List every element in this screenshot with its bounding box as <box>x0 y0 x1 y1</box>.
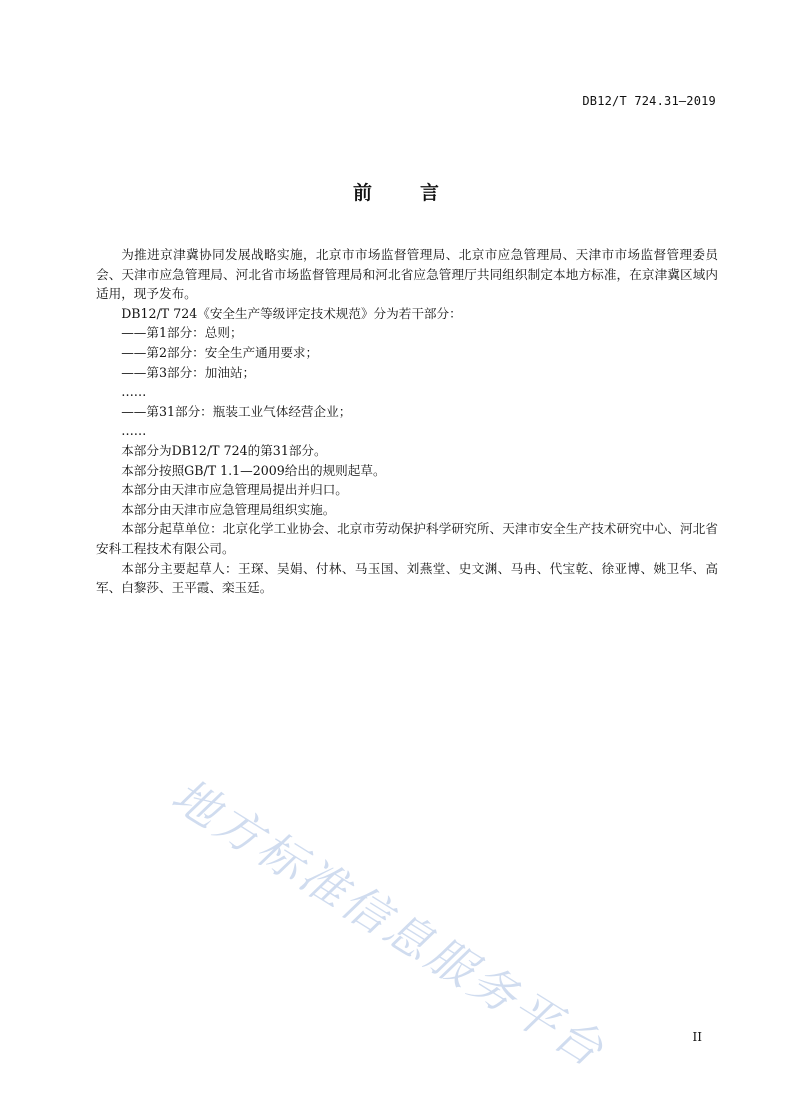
paragraph-proposer: 本部分由天津市应急管理局提出并归口。 <box>121 482 348 498</box>
list-ellipsis: …… <box>121 384 147 400</box>
list-item-part-31: ——第31部分：瓶装工业气体经营企业； <box>121 403 352 419</box>
paragraph-part-number: 本部分为DB12/T 724的第31部分。 <box>121 442 327 458</box>
list-item-part-2: ——第2部分：安全生产通用要求； <box>121 344 319 360</box>
list-item-part-1: ——第1部分：总则； <box>121 325 243 341</box>
paragraph-drafting-units: 本部分起草单位：北京化学工业协会、北京市劳动保护科学研究所、天津市安全生产技术研究中心、河北省安科工程技术有限公司。 <box>96 521 718 556</box>
paragraph-parts-intro: DB12/T 724《安全生产等级评定技术规范》分为若干部分： <box>121 305 462 321</box>
page-number: II <box>692 1030 702 1044</box>
list-item-part-3: ——第3部分：加油站； <box>121 364 256 380</box>
preface-body <box>96 245 718 598</box>
paragraph-drafters: 本部分主要起草人：王琛、吴娟、付林、马玉国、刘燕堂、史文渊、马冉、代宝乾、徐亚博、姚卫华、高军、白黎莎、王平霞、栾玉廷。 <box>96 560 718 596</box>
paragraph-drafting-rules: 本部分按照GB/T 1.1—2009给出的规则起草。 <box>121 462 386 478</box>
list-ellipsis: …… <box>121 423 147 439</box>
watermark: 地方标准信息服务平台 <box>162 767 616 1079</box>
document-code: DB12/T 724.31—2019 <box>582 94 716 108</box>
paragraph-implementer: 本部分由天津市应急管理局组织实施。 <box>121 501 336 517</box>
section-heading: 前言 <box>352 182 487 204</box>
paragraph-intro: 为推进京津冀协同发展战略实施，北京市市场监督管理局、北京市应急管理局、天津市市场监督管理委员会、天津市应急管理局、河北省市场监督管理局和河北省应急管理厅共同组织制定本地方标准，在京津冀区域内适用，现予发布。 <box>96 247 718 302</box>
